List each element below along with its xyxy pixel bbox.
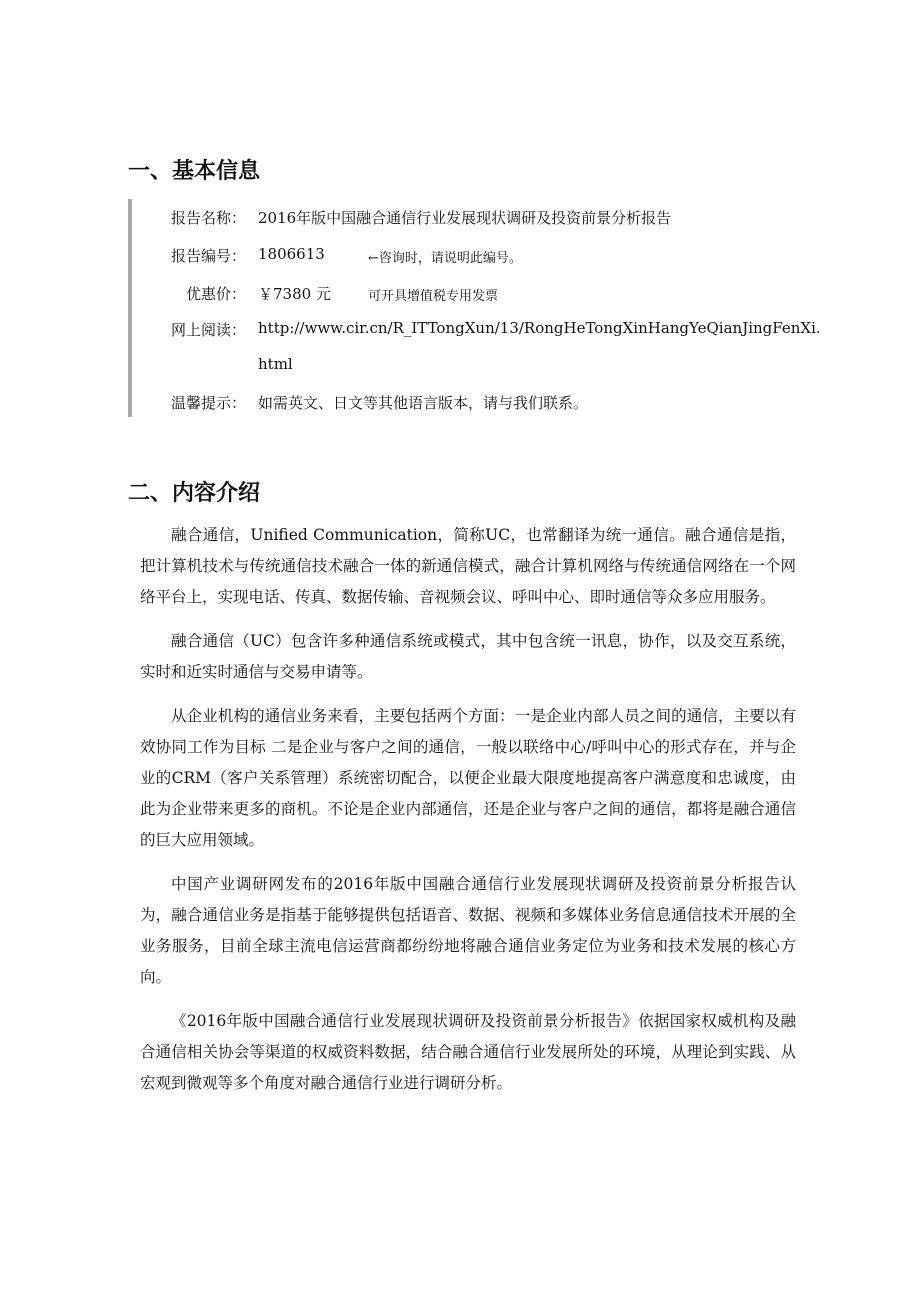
paragraph: 《2016年版中国融合通信行业发展现状调研及投资前景分析报告》依据国家权威机构及融合通信相关协会等渠道的权威资料数据，结合融合通信行业发展所处的环境，从理论到实践、从宏观到微观等多个角度对融合通信行业进行调研分析。 <box>140 1012 796 1092</box>
price-note: 可开具增值税专用发票 <box>368 289 499 304</box>
tip-value: 如需英文、日文等其他语言版本，请与我们联系。 <box>258 394 589 412</box>
report-name-label: 报告名称： <box>170 209 246 227</box>
report-no-note: ←咨询时，请说明此编号。 <box>368 251 522 266</box>
online-url-link-cont[interactable]: html <box>258 355 293 373</box>
paragraph: 融合通信，Unified Communication，简称UC，也常翻译为统一通信。融合通信是指，把计算机技术与传统通信技术融合一体的新通信模式，融合计算机网络与传统通信网络在一个网络平台上，实现电话、传真、数据传输、音视频会议、呼叫中心、即时通信等众多应用服务。 <box>140 526 796 606</box>
online-label: 网上阅读： <box>170 321 246 339</box>
section-title-content: 二、内容介绍 <box>128 481 261 506</box>
report-no-label: 报告编号： <box>170 247 246 265</box>
price-label: 优惠价： <box>185 285 246 303</box>
paragraph: 中国产业调研网发布的2016年版中国融合通信行业发展现状调研及投资前景分析报告认为，融合通信业务是指基于能够提供包括语音、数据、视频和多媒体业务信息通信技术开展的全业务服务，目前全球主流电信运营商都纷纷地将融合通信业务定位为业务和技术发展的核心方向。 <box>140 875 796 986</box>
content-body <box>140 520 796 1112</box>
basic-info-box <box>128 199 821 417</box>
online-url-link[interactable]: http://www.cir.cn/R_ITTongXun/13/RongHeTongXinHangYeQianJingFenXi. <box>258 319 821 337</box>
paragraph: 从企业机构的通信业务来看，主要包括两个方面：一是企业内部人员之间的通信，主要以有效协同工作为目标 二是企业与客户之间的通信，一般以联络中心/呼叫中心的形式存在，并与企业的CRM（客户关系管理）系统密切配合，以便企业最大限度地提高客户满意度和忠诚度，由此为企业带来更多的商机。不论是企业内部通信，还是企业与客户之间的通信，都将是融合通信的巨大应用领域。 <box>140 707 796 849</box>
section-title-basic-info: 一、基本信息 <box>128 159 261 184</box>
report-no-value: 1806613 <box>258 245 325 263</box>
tip-label: 温馨提示： <box>170 394 246 412</box>
price-value: ￥7380 元 <box>258 285 331 303</box>
report-name-value: 2016年版中国融合通信行业发展现状调研及投资前景分析报告 <box>258 209 672 227</box>
paragraph: 融合通信（UC）包含许多种通信系统或模式，其中包含统一讯息，协作，以及交互系统，实时和近实时通信与交易申请等。 <box>140 632 796 681</box>
